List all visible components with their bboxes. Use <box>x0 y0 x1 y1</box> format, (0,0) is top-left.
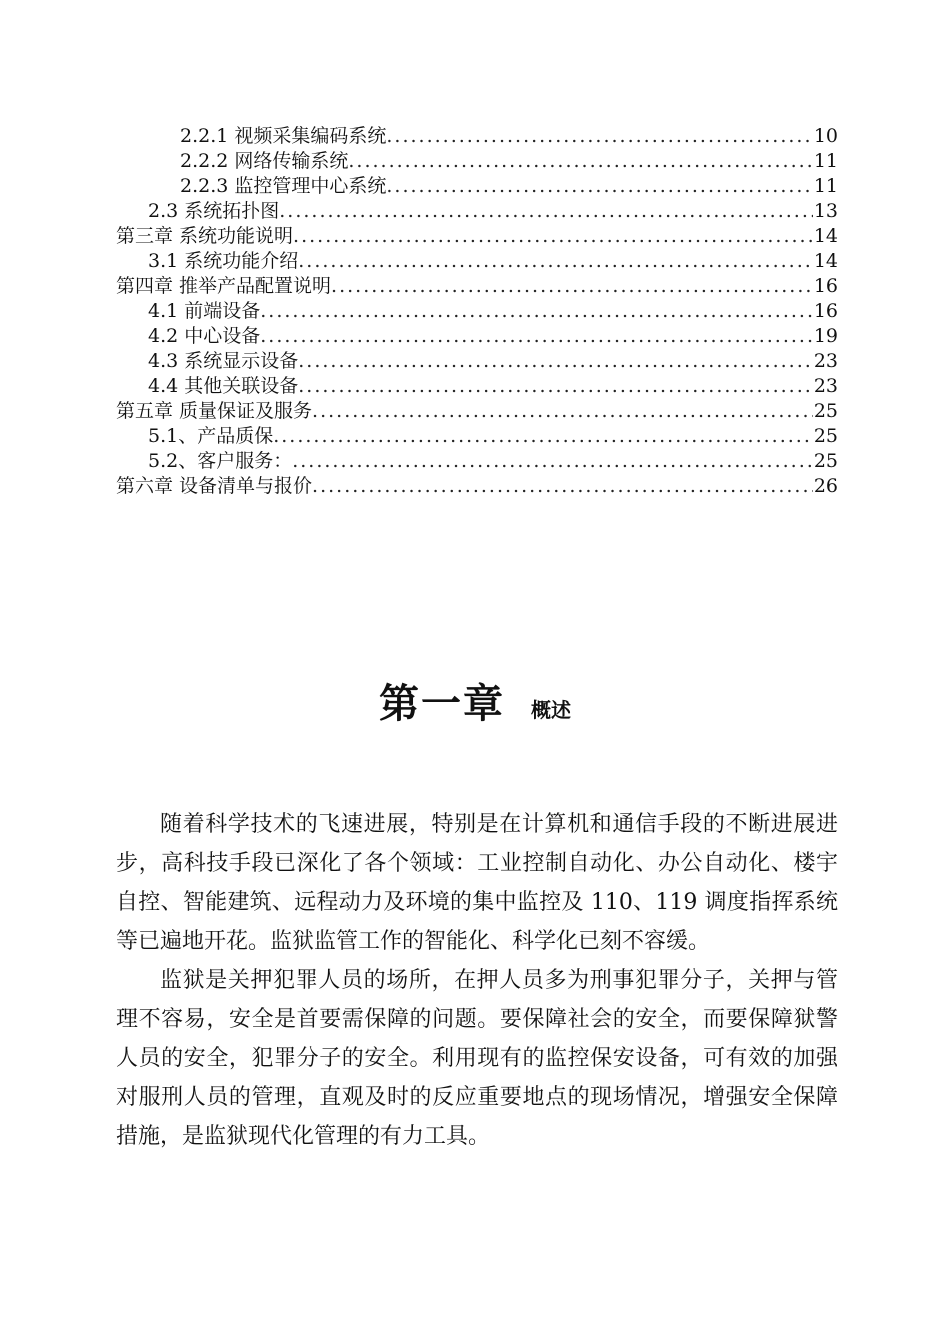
toc-dot-leader <box>312 474 813 499</box>
toc-dot-leader <box>331 274 813 299</box>
toc-dot-leader <box>279 199 813 224</box>
toc-entry-page: 10 <box>813 125 838 147</box>
table-of-contents <box>116 124 838 499</box>
toc-entry[interactable] <box>116 199 838 224</box>
toc-entry[interactable] <box>116 249 838 274</box>
toc-entry-title: 第五章 质量保证及服务 <box>116 400 313 422</box>
toc-dot-leader <box>312 399 813 424</box>
toc-entry[interactable] <box>116 349 838 374</box>
toc-entry-title: 2.2.2 网络传输系统 <box>180 150 349 172</box>
toc-entry-title: 第三章 系统功能说明 <box>116 225 294 247</box>
toc-entry[interactable] <box>116 449 838 474</box>
toc-entry[interactable] <box>116 374 838 399</box>
toc-entry-title: 2.3 系统拓扑图 <box>148 200 280 222</box>
toc-entry-title: 4.4 其他关联设备 <box>148 375 299 397</box>
toc-dot-leader <box>348 149 812 174</box>
toc-entry[interactable] <box>116 399 838 424</box>
toc-dot-leader <box>386 124 812 149</box>
toc-dot-leader <box>293 224 813 249</box>
toc-entry-title: 3.1 系统功能介绍 <box>148 250 299 272</box>
toc-entry[interactable] <box>116 174 838 199</box>
toc-entry-page: 13 <box>813 200 838 222</box>
toc-entry-title: 4.3 系统显示设备 <box>148 350 299 372</box>
chapter-body <box>116 805 838 1156</box>
chapter-name: 概述 <box>531 698 571 722</box>
toc-entry-page: 23 <box>813 375 838 397</box>
toc-entry-title: 4.2 中心设备 <box>148 325 261 347</box>
chapter-heading <box>0 672 950 729</box>
toc-entry-page: 14 <box>813 225 838 247</box>
toc-dot-leader <box>298 374 813 399</box>
toc-dot-leader <box>273 424 813 449</box>
toc-entry-page: 23 <box>813 350 838 372</box>
toc-entry[interactable] <box>116 474 838 499</box>
toc-entry[interactable] <box>116 274 838 299</box>
toc-dot-leader <box>260 299 813 324</box>
toc-entry-page: 25 <box>813 450 838 472</box>
toc-entry-page: 26 <box>813 475 838 497</box>
toc-entry[interactable] <box>116 324 838 349</box>
toc-entry[interactable] <box>116 299 838 324</box>
toc-dot-leader <box>298 249 813 274</box>
toc-entry-page: 25 <box>813 425 838 447</box>
toc-entry-title: 2.2.3 监控管理中心系统 <box>180 175 387 197</box>
toc-entry[interactable] <box>116 224 838 249</box>
toc-entry-page: 11 <box>813 150 838 172</box>
toc-entry-page: 16 <box>813 300 838 322</box>
toc-entry[interactable] <box>116 124 838 149</box>
toc-entry-title: 4.1 前端设备 <box>148 300 261 322</box>
toc-entry-title: 5.1、产品质保 <box>148 425 274 447</box>
toc-entry-page: 16 <box>813 275 838 297</box>
toc-dot-leader <box>386 174 812 199</box>
toc-entry-page: 19 <box>813 325 838 347</box>
toc-dot-leader <box>292 449 813 474</box>
toc-entry[interactable] <box>116 424 838 449</box>
toc-dot-leader <box>260 324 813 349</box>
toc-entry-title: 第六章 设备清单与报价 <box>116 475 313 497</box>
toc-entry-title: 5.2、客户服务： <box>148 450 293 472</box>
toc-entry-title: 第四章 推举产品配置说明 <box>116 275 332 297</box>
toc-entry[interactable] <box>116 149 838 174</box>
toc-entry-page: 25 <box>813 400 838 422</box>
toc-entry-page: 11 <box>813 175 838 197</box>
toc-entry-title: 2.2.1 视频采集编码系统 <box>180 125 387 147</box>
toc-dot-leader <box>298 349 813 374</box>
toc-entry-page: 14 <box>813 250 838 272</box>
body-paragraph: 随着科学技术的飞速进展，特别是在计算机和通信手段的不断进展进步，高科技手段已深化了各个领域：工业控制自动化、办公自动化、楼宇自控、智能建筑、远程动力及环境的集中监控及 110、119 调度指挥系统等已遍地开花。监狱监管工作的智能化、科学化已刻不容缓。 <box>116 812 838 954</box>
body-paragraph: 监狱是关押犯罪人员的场所，在押人员多为刑事犯罪分子，关押与管理不容易，安全是首要需保障的问题。要保障社会的安全，而要保障狱警人员的安全，犯罪分子的安全。利用现有的监控保安设备，可有效的加强对服刑人员的管理，直观及时的反应重要地点的现场情况，增强安全保障措施，是监狱现代化管理的有力工具。 <box>116 968 838 1149</box>
chapter-number: 第一章 <box>379 681 505 727</box>
